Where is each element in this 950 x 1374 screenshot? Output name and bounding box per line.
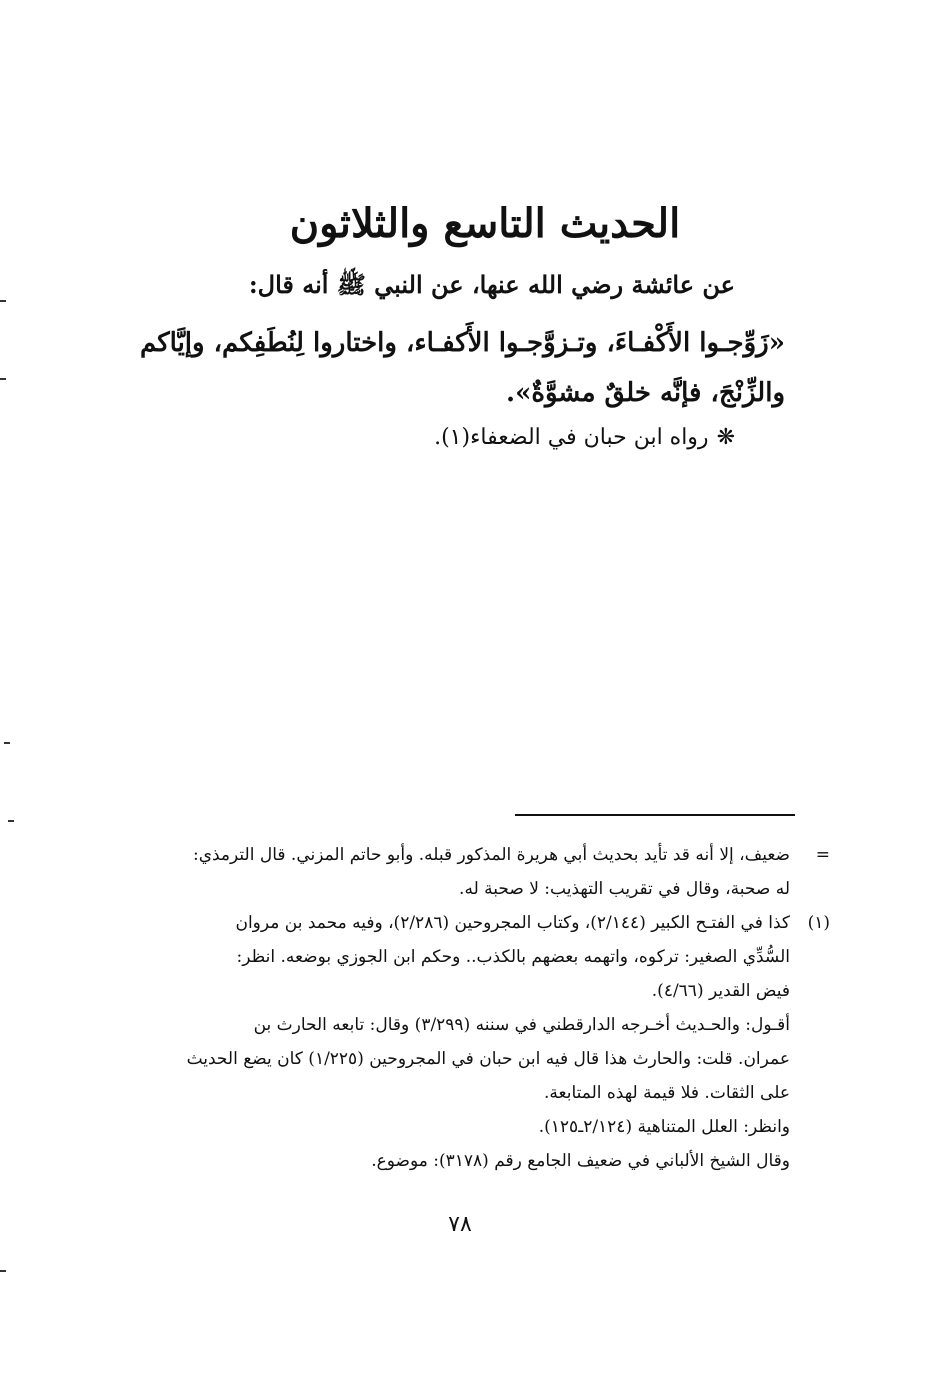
hadith-source <box>235 425 735 450</box>
scan-edge-mark <box>0 378 6 380</box>
source-text: رواه ابن حبان في الضعفاء(١). <box>434 425 709 450</box>
hadith-line: والزِّنْجَ، فإنَّه خلقٌ مشوَّةٌ». <box>506 378 785 408</box>
hadith-text <box>65 318 785 418</box>
footnotes <box>110 838 830 1178</box>
footnote-line: فيض القدير (٤/٦٦). <box>651 981 790 1001</box>
scan-edge-mark <box>8 820 14 822</box>
continuation-marker: = <box>815 845 830 865</box>
footnote-comment <box>110 1008 790 1110</box>
page-number: ٧٨ <box>448 1212 472 1237</box>
footnote-see-also <box>110 1110 790 1144</box>
hadith-intro: عن عائشة رضي الله عنها، عن النبي ﷺ أنه قال: <box>248 270 735 299</box>
footnote-separator <box>515 814 795 816</box>
footnote-line: وانظر: العلل المتناهية (٢/١٢٤ـ١٢٥). <box>538 1117 790 1137</box>
footnote-line: له صحبة، وقال في تقريب التهذيب: لا صحبة له. <box>459 879 790 899</box>
footnote-line: عمران. قلت: والحارث هذا قال فيه ابن حبان في المجروحين (١/٢٢٥) كان يضع الحديث <box>186 1049 790 1069</box>
footnote-line: كذا في الفتـح الكبير (٢/١٤٤)، وكتاب المجروحين (٢/٢٨٦)، وفيه محمد بن مروان <box>235 913 790 933</box>
asterism-icon: ❋ <box>716 425 735 450</box>
footnote-line: على الثقات. فلا قيمة لهذه المتابعة. <box>544 1083 790 1103</box>
footnote-line: أقـول: والحـديث أخـرجه الدارقطني في سننه (٣/٢٩٩) وقال: تابعه الحارث بن <box>253 1015 790 1035</box>
scan-edge-mark <box>0 300 6 302</box>
footnote-line: وقال الشيخ الألباني في ضعيف الجامع رقم (٣١٧٨): موضوع. <box>371 1151 790 1171</box>
page-title: الحديث التاسع والثلاثون <box>289 200 681 247</box>
scan-edge-mark <box>4 742 10 744</box>
footnote-albani <box>110 1144 790 1178</box>
hadith-line: «زَوِّجـوا الأَكْفـاءَ، وتـزوَّجـوا الأَكفـاء، واختاروا لِنُطَفِكم، وإيَّاكم <box>139 328 785 358</box>
footnote-1 <box>110 906 830 1008</box>
scan-edge-mark <box>0 1270 6 1272</box>
footnote-continuation <box>110 838 830 906</box>
footnote-line: ضعيف، إلا أنه قد تأيد بحديث أبي هريرة المذكور قبله. وأبو حاتم المزني. قال الترمذي: <box>192 845 790 865</box>
footnote-marker: (١) <box>807 913 830 933</box>
footnote-line: السُّدِّي الصغير: تركوه، واتهمه بعضهم بالكذب.. وحكم ابن الجوزي بوضعه. انظر: <box>236 947 790 967</box>
